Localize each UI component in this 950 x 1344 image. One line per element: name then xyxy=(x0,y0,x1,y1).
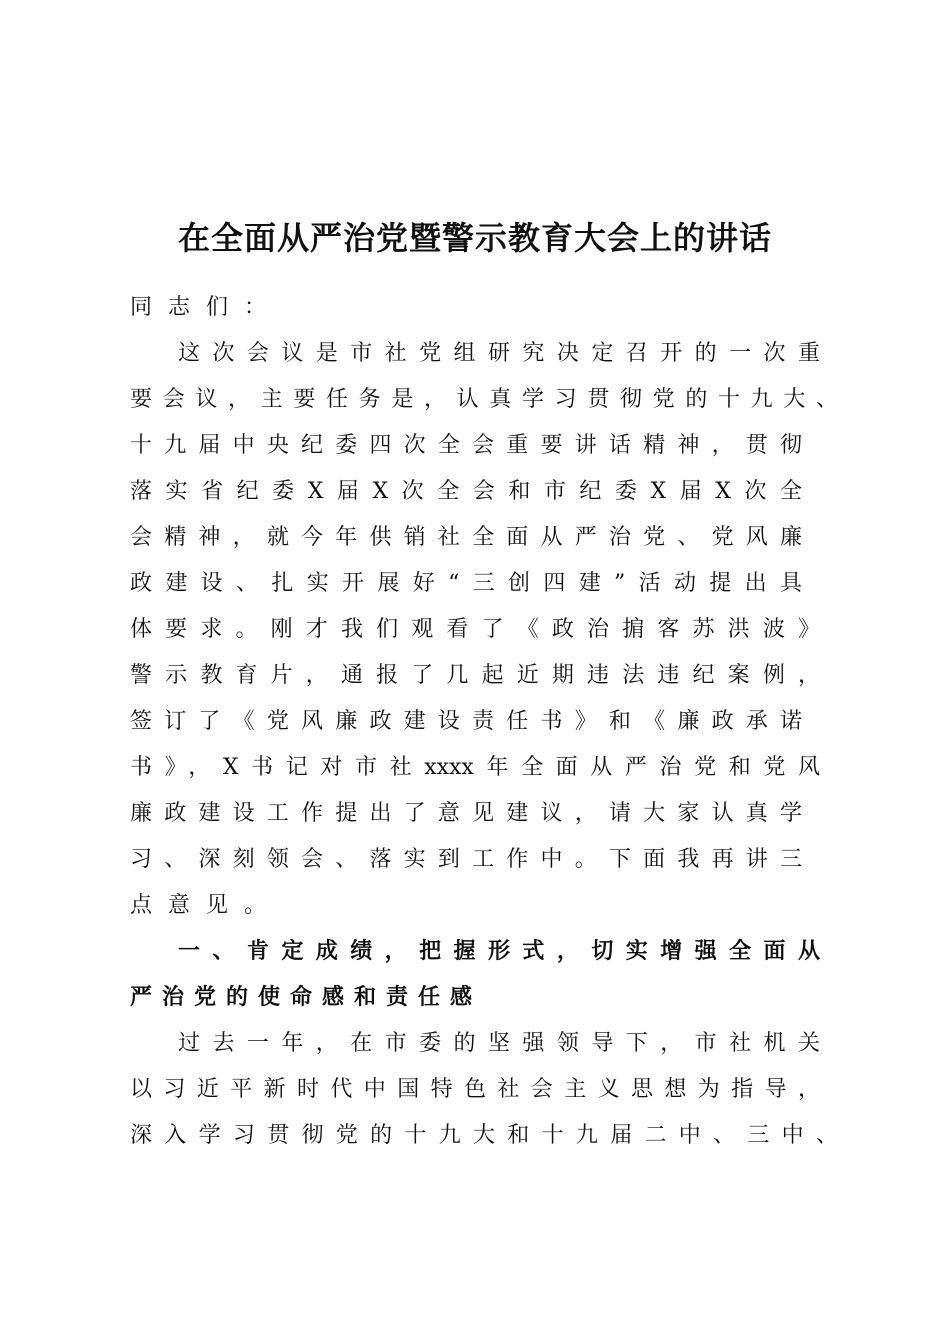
document-title: 在全面从严治党暨警示教育大会上的讲话 xyxy=(177,219,772,257)
paragraph-line: 要会议，主要任务是，认真学习贯彻党的十九大、 xyxy=(130,387,838,412)
paragraph-line: 习、深刻领会、落实到工作中。下面我再讲三 xyxy=(130,847,802,872)
salutation: 同志们： xyxy=(130,295,283,320)
paragraph-line: 以习近平新时代中国特色社会主义思想为指导， xyxy=(130,1077,820,1102)
paragraph-line: 深入学习贯彻党的十九大和十九届二中、三中、 xyxy=(130,1123,838,1148)
paragraph-line: 落实省纪委X届X次全会和市纪委X届X次全 xyxy=(130,479,802,504)
section-heading: 一、肯定成绩，把握形式，切实增强全面从 xyxy=(178,939,820,964)
paragraph-line: 十九届中央纪委四次全会重要讲话精神，贯彻 xyxy=(130,433,802,458)
paragraph-line: 廉政建设工作提出了意见建议，请大家认真学 xyxy=(130,801,802,826)
paragraph-line: 过去一年，在市委的坚强领导下，市社机关 xyxy=(178,1031,820,1056)
paragraph-line: 书》，X书记对市社xxxx年全面从严治党和党风 xyxy=(130,755,820,780)
paragraph-line: 会精神，就今年供销社全面从严治党、党风廉 xyxy=(130,525,802,550)
section-heading: 严治党的使命感和责任感 xyxy=(130,985,483,1010)
paragraph-line: 这次会议是市社党组研究决定召开的一次重 xyxy=(178,341,820,366)
paragraph-line: 签订了《党风廉政建设责任书》和《廉政承诺 xyxy=(130,709,802,734)
paragraph-line: 政建设、扎实开展好“三创四建”活动提出具 xyxy=(130,571,802,596)
paragraph-line: 警示教育片，通报了几起近期违法违纪案例， xyxy=(130,663,820,688)
paragraph-line: 点意见。 xyxy=(130,893,283,918)
paragraph-line: 体要求。刚才我们观看了《政治掮客苏洪波》 xyxy=(130,617,820,642)
